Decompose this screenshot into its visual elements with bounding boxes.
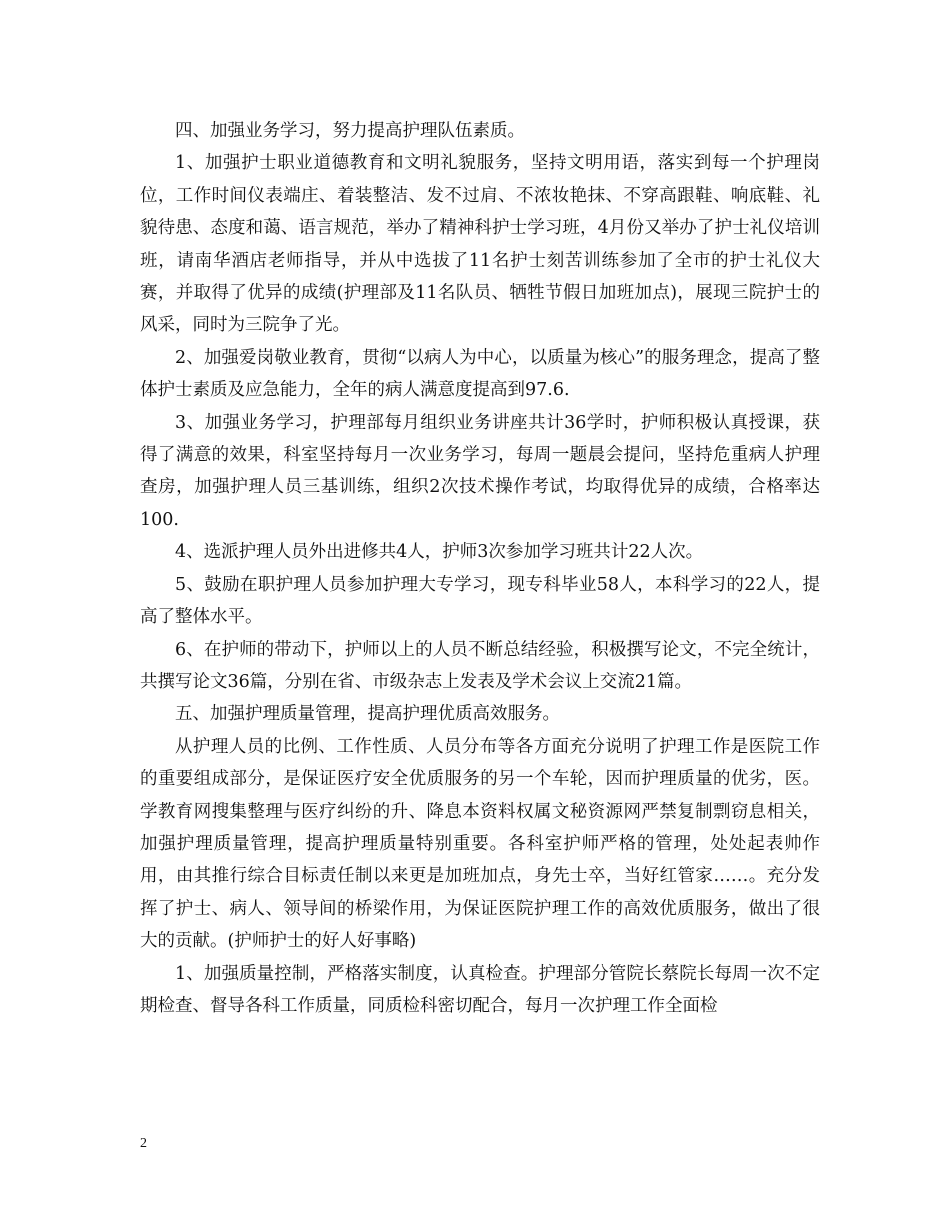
paragraph: 4、选派护理人员外出进修共4人，护师3次参加学习班共计22人次。	[175, 542, 704, 563]
section-heading-4: 四、加强业务学习，努力提高护理队伍素质。	[175, 121, 525, 141]
body-text	[140, 115, 820, 1022]
paragraph: 6、在护师的带动下，护师以上的人员不断总结经验，积极撰写论文，不完全统计，共撰写论文36篇，分别在省、市级杂志上发表及学术会议上交流21篇。	[140, 639, 820, 692]
paragraph: 1、加强质量控制，严格落实制度，认真检查。护理部分管院长蔡院长每周一次不定期检查、督导各科工作质量，同质检科密切配合，每月一次护理工作全面检	[140, 963, 820, 1016]
paragraph: 1、加强护士职业道德教育和文明礼貌服务，坚持文明用语，落实到每一个护理岗位，工作时间仪表端庄、着装整洁、发不过肩、不浓妆艳抹、不穿高跟鞋、响底鞋、礼貌待患、态度和蔼、语言规范，举办了精神科护士学习班，4月份又举办了护士礼仪培训班，请南华酒店老师指导，并从中选拔了11名护士刻苦训练参加了全市的护士礼仪大赛，并取得了优异的成绩(护理部及11名队员、牺牲节假日加班加点)，展现三院护士的风采，同时为三院争了光。	[140, 153, 820, 336]
paragraph: 从护理人员的比例、工作性质、人员分布等各方面充分说明了护理工作是医院工作的重要组成部分，是保证医疗安全优质服务的另一个车轮，因而护理质量的优劣，医。学教育网搜集整理与医疗纠纷的升、降息本资料权属文秘资源网严禁复制剽窃息相关，加强护理质量管理，提高护理质量特别重要。各科室护师严格的管理，处处起表帅作用，由其推行综合目标责任制以来更是加班加点，身先士卒，当好红管家……。充分发挥了护士、病人、领导间的桥梁作用，为保证医院护理工作的高效优质服务，做出了很大的贡献。(护师护士的好人好事略)	[140, 736, 820, 952]
paragraph: 2、加强爱岗敬业教育，贯彻“以病人为中心，以质量为核心”的服务理念，提高了整体护士素质及应急能力，全年的病人满意度提高到97.6.	[140, 347, 820, 401]
paragraph: 3、加强业务学习，护理部每月组织业务讲座共计36学时，护师积极认真授课，获得了满意的效果，科室坚持每月一次业务学习，每周一题晨会提问，坚持危重病人护理查房，加强护理人员三基训练，组织2次技术操作考试，均取得优异的成绩，合格率达100.	[140, 412, 820, 530]
page-number: 2	[140, 1136, 147, 1151]
section-heading-5: 五、加强护理质量管理，提高护理优质高效服务。	[175, 704, 560, 725]
paragraph: 5、鼓励在职护理人员参加护理大专学习，现专科毕业58人，本科学习的22人，提高了整体水平。	[140, 574, 820, 628]
